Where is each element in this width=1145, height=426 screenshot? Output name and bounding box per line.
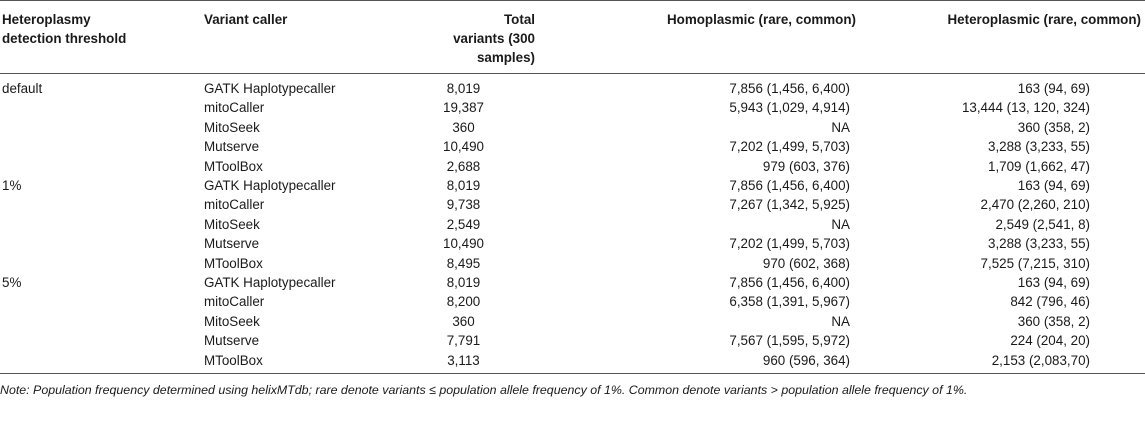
cell-homoplasmic: 7,856 (1,456, 6,400) xyxy=(729,81,850,96)
cell-total-variants: 2,688 xyxy=(446,158,481,174)
cell-threshold xyxy=(0,98,192,117)
cell-homoplasmic: 5,943 (1,029, 4,914) xyxy=(729,100,850,116)
cell-variant-caller: GATK Haplotypecaller xyxy=(204,81,336,96)
cell-heteroplasmic: 7,525 (7,215, 310) xyxy=(980,255,1090,271)
cell-total-variants: 8,019 xyxy=(446,178,481,194)
cell-heteroplasmic: 163 (94, 69) xyxy=(1017,275,1090,291)
cell-threshold xyxy=(0,118,192,137)
table-body xyxy=(0,74,1145,374)
cell-homoplasmic: NA xyxy=(831,216,850,232)
table-row xyxy=(0,137,1145,156)
cell-homoplasmic: 7,567 (1,595, 5,972) xyxy=(729,333,850,349)
header-homoplasmic: Homoplasmic (rare, common) xyxy=(667,12,856,27)
cell-total-variants: 9,738 xyxy=(446,197,481,213)
cell-homoplasmic: 7,267 (1,342, 5,925) xyxy=(729,197,850,213)
header-threshold-line2: detection threshold xyxy=(2,31,127,46)
cell-total-variants: 10,490 xyxy=(443,236,484,252)
table-row xyxy=(0,234,1145,253)
cell-total-variants: 2,549 xyxy=(446,216,481,232)
cell-homoplasmic: 979 (603, 376) xyxy=(762,158,850,174)
cell-homoplasmic: 7,856 (1,456, 6,400) xyxy=(729,275,850,291)
cell-heteroplasmic: 2,549 (2,541, 8) xyxy=(995,216,1090,232)
cell-total-variants: 8,200 xyxy=(446,294,481,310)
cell-homoplasmic: 7,856 (1,456, 6,400) xyxy=(729,178,850,194)
cell-total-variants: 8,019 xyxy=(446,81,481,96)
cell-heteroplasmic: 3,288 (3,233, 55) xyxy=(988,139,1090,155)
cell-variant-caller: mitoCaller xyxy=(204,197,265,213)
cell-variant-caller: MitoSeek xyxy=(204,216,260,232)
cell-total-variants: 10,490 xyxy=(443,139,484,155)
cell-heteroplasmic: 360 (358, 2) xyxy=(1017,119,1090,135)
cell-total-variants: 360 xyxy=(452,313,475,329)
table-row xyxy=(0,176,1145,195)
table-row xyxy=(0,215,1145,234)
cell-threshold xyxy=(0,254,192,273)
cell-total-variants: 7,791 xyxy=(446,333,481,349)
cell-heteroplasmic: 163 (94, 69) xyxy=(1017,178,1090,194)
header-total-line1: Total xyxy=(504,12,535,27)
table-row xyxy=(0,292,1145,311)
cell-homoplasmic: NA xyxy=(831,119,850,135)
header-caller: Variant caller xyxy=(204,12,288,27)
cell-variant-caller: MitoSeek xyxy=(204,313,260,329)
cell-variant-caller: MToolBox xyxy=(204,255,263,271)
cell-total-variants: 8,019 xyxy=(446,275,481,291)
table-row xyxy=(0,157,1145,176)
cell-variant-caller: GATK Haplotypecaller xyxy=(204,275,336,291)
cell-homoplasmic: 960 (596, 364) xyxy=(762,352,850,368)
table-row xyxy=(0,254,1145,273)
cell-threshold xyxy=(0,331,192,350)
header-row xyxy=(0,1,1145,74)
table-row xyxy=(0,331,1145,350)
header-total-line2: variants (300 samples) xyxy=(453,31,535,65)
table-row xyxy=(0,98,1145,117)
table-row xyxy=(0,273,1145,292)
table-row xyxy=(0,74,1145,99)
cell-threshold xyxy=(0,195,192,214)
table-footnote: Note: Population frequency determined using helixMTdb; rare denote variants ≤ population allele frequency of 1%. Common denote variants > population allele frequency of 1%. xyxy=(0,383,968,398)
cell-threshold xyxy=(0,312,192,331)
cell-variant-caller: mitoCaller xyxy=(204,294,265,310)
table-row xyxy=(0,195,1145,214)
cell-variant-caller: MToolBox xyxy=(204,158,263,174)
table-row xyxy=(0,118,1145,137)
cell-threshold xyxy=(0,234,192,253)
cell-heteroplasmic: 3,288 (3,233, 55) xyxy=(988,236,1090,252)
cell-heteroplasmic: 360 (358, 2) xyxy=(1017,313,1090,329)
cell-homoplasmic: 6,358 (1,391, 5,967) xyxy=(729,294,850,310)
cell-variant-caller: Mutserve xyxy=(204,139,260,155)
cell-heteroplasmic: 163 (94, 69) xyxy=(1017,81,1090,96)
cell-variant-caller: MitoSeek xyxy=(204,119,260,135)
cell-homoplasmic: 970 (602, 368) xyxy=(762,255,850,271)
cell-heteroplasmic: 1,709 (1,662, 47) xyxy=(988,158,1090,174)
cell-threshold xyxy=(0,351,192,373)
cell-threshold xyxy=(0,292,192,311)
cell-variant-caller: Mutserve xyxy=(204,236,260,252)
cell-total-variants: 19,387 xyxy=(443,100,484,116)
cell-homoplasmic: 7,202 (1,499, 5,703) xyxy=(729,236,850,252)
header-threshold xyxy=(0,1,192,74)
cell-threshold: 1% xyxy=(2,178,22,194)
cell-homoplasmic: 7,202 (1,499, 5,703) xyxy=(729,139,850,155)
cell-heteroplasmic: 224 (204, 20) xyxy=(1010,333,1090,349)
table-header xyxy=(0,1,1145,74)
cell-variant-caller: Mutserve xyxy=(204,333,260,349)
table-row xyxy=(0,312,1145,331)
cell-threshold xyxy=(0,157,192,176)
cell-threshold xyxy=(0,215,192,234)
cell-total-variants: 3,113 xyxy=(447,352,480,368)
header-total xyxy=(410,1,625,74)
table-row xyxy=(0,351,1145,373)
header-threshold-line1: Heteroplasmy xyxy=(2,12,91,27)
cell-homoplasmic: NA xyxy=(831,313,850,329)
cell-variant-caller: mitoCaller xyxy=(204,100,265,116)
cell-heteroplasmic: 2,153 (2,083,70) xyxy=(991,352,1090,368)
cell-threshold: 5% xyxy=(2,275,22,291)
cell-total-variants: 8,495 xyxy=(446,255,481,271)
cell-total-variants: 360 xyxy=(452,119,475,135)
cell-heteroplasmic: 842 (796, 46) xyxy=(1010,294,1090,310)
cell-variant-caller: GATK Haplotypecaller xyxy=(204,178,336,194)
cell-heteroplasmic: 13,444 (13, 120, 324) xyxy=(961,100,1090,116)
cell-heteroplasmic: 2,470 (2,260, 210) xyxy=(980,197,1090,213)
cell-threshold: default xyxy=(2,81,43,96)
header-heteroplasmic: Heteroplasmic (rare, common) xyxy=(947,12,1141,27)
cell-threshold xyxy=(0,137,192,156)
cell-variant-caller: MToolBox xyxy=(204,352,263,368)
